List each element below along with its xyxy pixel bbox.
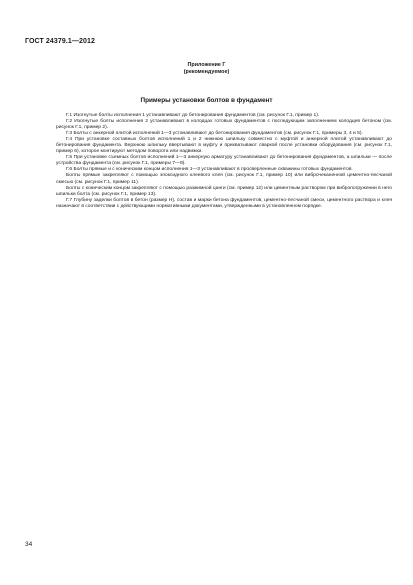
paragraph: Г.6 Болты прямые и с коническим концом исполнения 1—3 устанавливают в просверленные скважины готовых фундаментов. (66, 167, 353, 173)
paragraph: Г.5 При установке съемных болтов исполнений 1—3 анкерную арматуру устанавливают до бетонирования фундаментов, а шпильки — после устройства фундамента (см. рисунок Г.1, примеры 7—9). (56, 155, 392, 167)
standard-header: ГОСТ 24379.1—2012 (25, 38, 95, 45)
paragraph: Г.1 Изогнутые болты исполнения 1 устанавливают до бетонирования фундаментов (см. рисунок Г.1, пример 1). (66, 113, 320, 118)
paragraph: Г.2 Изогнутые болты исполнения 2 устанавливают в колодцах готовых фундаментов с последующим заполнением колодцев бетоном (см. рисунок Г.1, пример 2). (56, 119, 392, 131)
appendix-title: Приложение Г (187, 62, 226, 68)
appendix-heading (0, 62, 413, 76)
body-text (56, 113, 392, 210)
section-title: Примеры установки болтов в фундамент (140, 97, 273, 104)
paragraph: Г.7 Глубину заделки болтов в бетон (размер Н), состав и марки бетона фундаментов, цементно-песчаной смеси, цементного раствора и клея назначают в соответствии с действующими нормативными документами, утвержденными в установленном порядке. (56, 197, 392, 209)
paragraph: Г.3 Болты с анкерной плитой исполнений 1—3 устанавливают до бетонирования фундаментов (см. рисунок Г.1, примеры 3, 4 и 5). (66, 131, 363, 137)
paragraph: Болты прямые закрепляют с помощью эпоксидного клеевого клея (см. рисунок Г.1, пример 10) или виброчеканенной цементно-песчаной смесью (см. рисунок Г.1, пример 11). (56, 173, 392, 185)
paragraph: Болты с коническим концом закрепляют с помощью разжимной цанги (см. пример 12) или цементным раствором при вибропогружении в него шпильки болта (см. рисунок Г.1, пример 13). (56, 185, 392, 197)
paragraph: Г.4 При установке составных болтов исполнений 1 и 2 нижнюю шпильку совместно с муфтой и анкерной плитой устанавливают до бетонирования фундамента. Верхнюю шпильку ввертывают в муфту и прихватывают сваркой после установки оборудования (см. рисунок Г.1, пример 6), которое монтируют методом поворота или надвижки. (56, 137, 392, 155)
appendix-subtitle: (рекомендуемое) (183, 69, 230, 75)
page-number: 34 (25, 541, 33, 548)
